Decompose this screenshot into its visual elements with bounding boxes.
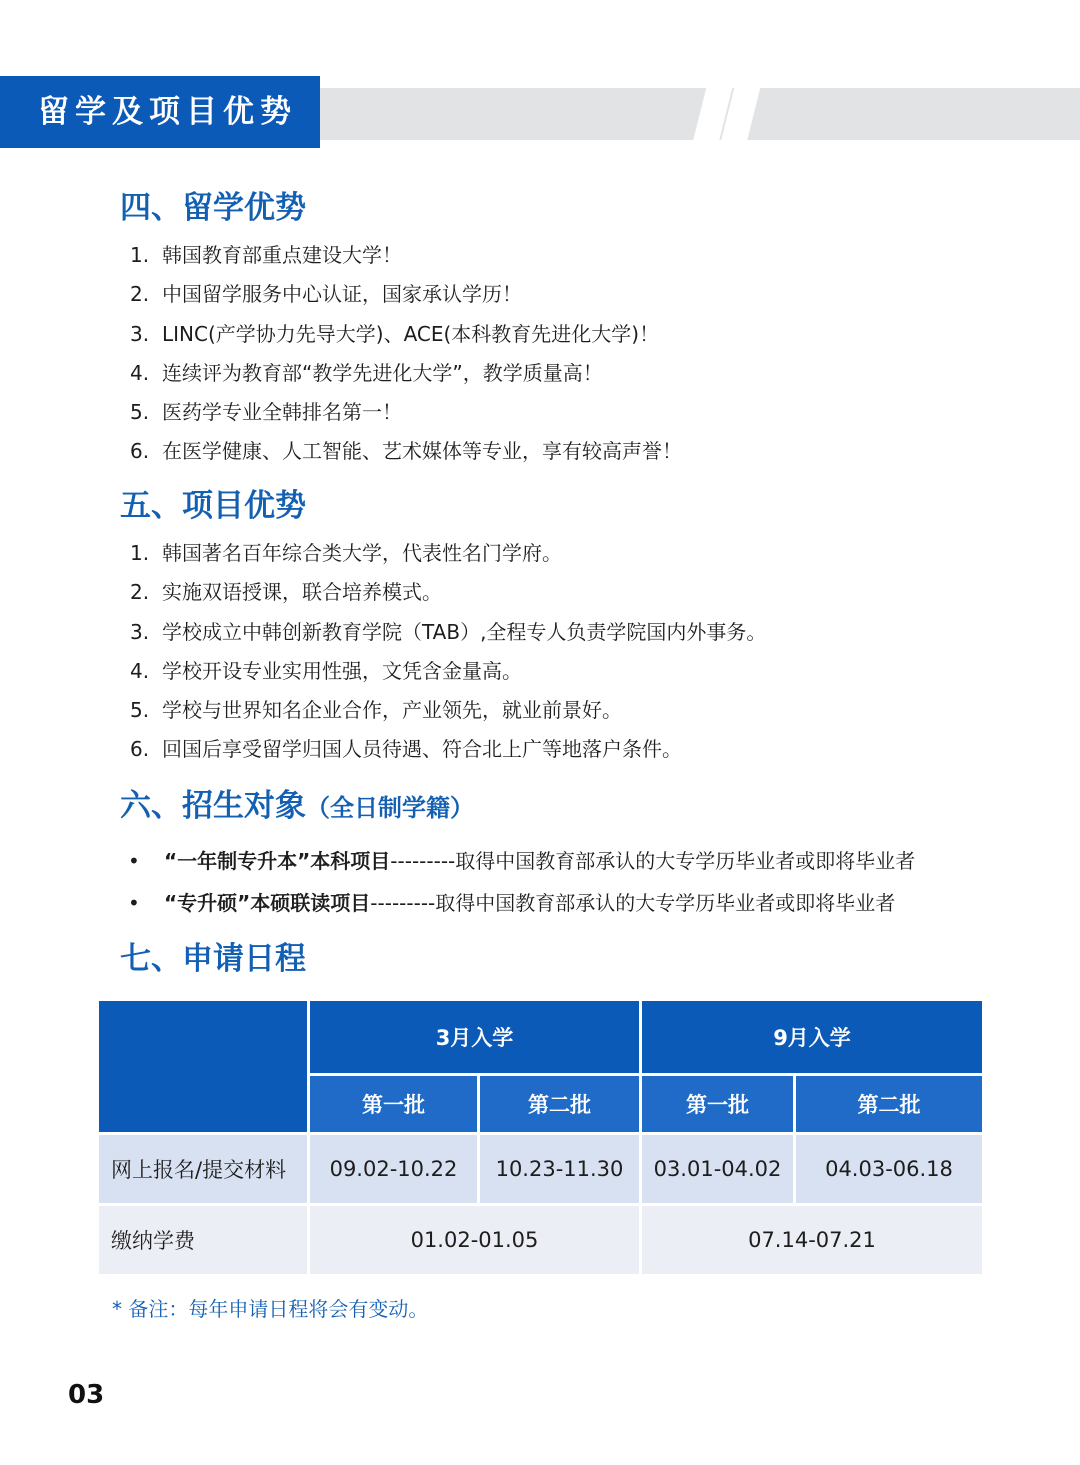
table-header-batch: 第二批 — [796, 1076, 982, 1132]
table-cell: 04.03-06.18 — [796, 1135, 982, 1203]
list-item: 4. 学校开设专业实用性强，文凭含金量高。 — [130, 658, 522, 683]
table-header-march: 3月入学 — [310, 1001, 639, 1073]
list-item: 2. 实施双语授课，联合培养模式。 — [130, 580, 442, 605]
advantages-list — [130, 236, 1030, 472]
list-item: 2. 中国留学服务中心认证，国家承认学历！ — [130, 282, 522, 307]
table-row-label: 网上报名/提交材料 — [99, 1135, 307, 1203]
table-cell: 03.01-04.02 — [642, 1135, 793, 1203]
table-header-batch: 第二批 — [480, 1076, 639, 1132]
schedule-table — [96, 998, 985, 1277]
section-title-schedule: 七、申请日程 — [120, 941, 306, 977]
banner-gray-band — [300, 88, 1080, 140]
program-list — [130, 534, 1030, 770]
table-header-batch: 第一批 — [642, 1076, 793, 1132]
banner-title: 留学及项目优势 — [0, 76, 320, 148]
table-row-label: 缴纳学费 — [99, 1206, 307, 1274]
section-title-program: 五、项目优势 — [120, 488, 306, 524]
section-title-enrollment: 六、招生对象（全日制学籍） — [120, 788, 474, 824]
enrollment-list — [128, 840, 915, 924]
table-cell: 07.14-07.21 — [642, 1206, 982, 1274]
list-item: 5. 医药学专业全韩排名第一！ — [130, 400, 402, 425]
page-number: 03 — [68, 1380, 105, 1410]
table-header-batch: 第一批 — [310, 1076, 477, 1132]
list-item: • “一年制专升本”本科项目---------取得中国教育部承认的大专学历毕业者或即将毕业者 — [128, 849, 916, 873]
table-cell: 01.02-01.05 — [310, 1206, 639, 1274]
section-title-advantages: 四、留学优势 — [120, 190, 306, 226]
list-item: 5. 学校与世界知名企业合作，产业领先，就业前景好。 — [130, 698, 622, 723]
schedule-note: * 备注：每年申请日程将会有变动。 — [112, 1297, 429, 1321]
table-corner-cell — [99, 1001, 307, 1132]
list-item: 6. 在医学健康、人工智能、艺术媒体等专业，享有较高声誉！ — [130, 439, 682, 464]
table-cell: 10.23-11.30 — [480, 1135, 639, 1203]
list-item: 4. 连续评为教育部“教学先进化大学”，教学质量高！ — [130, 360, 603, 385]
list-item: 1. 韩国教育部重点建设大学！ — [130, 243, 402, 267]
list-item: 3. LINC(产学协力先导大学)、ACE(本科教育先进化大学)！ — [130, 321, 660, 346]
table-header-september: 9月入学 — [642, 1001, 982, 1073]
table-row — [99, 1135, 982, 1203]
list-item: 3. 学校成立中韩创新教育学院（TAB）,全程专人负责学院国内外事务。 — [130, 619, 767, 644]
list-item: 6. 回国后享受留学归国人员待遇、符合北上广等地落户条件。 — [130, 737, 682, 762]
section-subtitle: （全日制学籍） — [306, 794, 474, 822]
list-item: • “专升硕”本硕联读项目---------取得中国教育部承认的大专学历毕业者或即将毕业者 — [128, 891, 896, 915]
table-row — [99, 1206, 982, 1274]
table-cell: 09.02-10.22 — [310, 1135, 477, 1203]
list-item: 1. 韩国著名百年综合类大学，代表性名门学府。 — [130, 541, 562, 565]
